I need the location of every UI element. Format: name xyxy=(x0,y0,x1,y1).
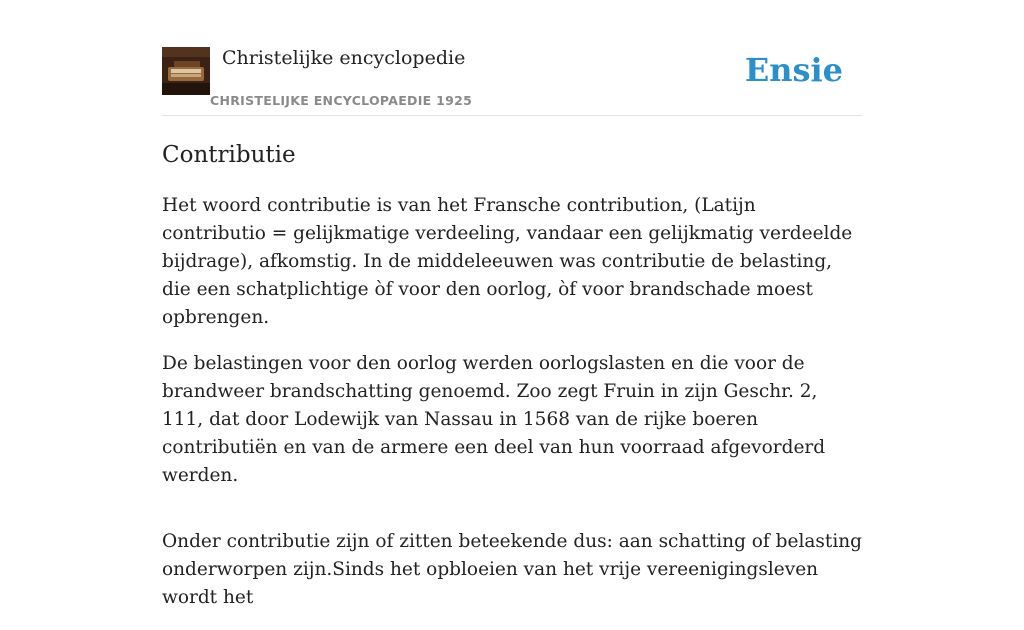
source-subtitle[interactable]: CHRISTELIJKE ENCYCLOPAEDIE 1925 xyxy=(210,93,473,108)
article-title: Contributie xyxy=(162,142,296,168)
paragraph: Onder contributie zijn of zitten beteekende dus: aan schatting of belasting onderworpen zijn.Sinds het opbloeien van het vrije vereenigingsleven wordt het xyxy=(162,531,862,608)
paragraph: De belastingen voor den oorlog werden oorlogslasten en die voor de brandweer brandschatting genoemd. Zoo zegt Fruin in zijn Geschr. 2, 111, dat door Lodewijk van Nassau in 1568 van de rijke boeren contributiën en van de armere een deel van hun voorraad afgevorderd werden. xyxy=(162,353,826,486)
page-container xyxy=(162,0,862,608)
source-header xyxy=(162,0,862,116)
book-photo-icon xyxy=(162,47,210,95)
brand-logo[interactable]: Ensie xyxy=(744,51,843,89)
paragraph: Het woord contributie is van het Fransche contribution, (Latijn contributio = gelijkmatige verdeeling, vandaar een gelijkmatig verdeelde bijdrage), afkomstig. In de middeleeuwen was contributie de belasting, die een schatplichtige òf voor den oorlog, òf voor brandschade moest opbrengen. xyxy=(162,195,853,328)
source-title[interactable]: Christelijke encyclopedie xyxy=(222,47,466,69)
source-avatar[interactable] xyxy=(162,47,210,95)
article-body xyxy=(162,192,862,630)
